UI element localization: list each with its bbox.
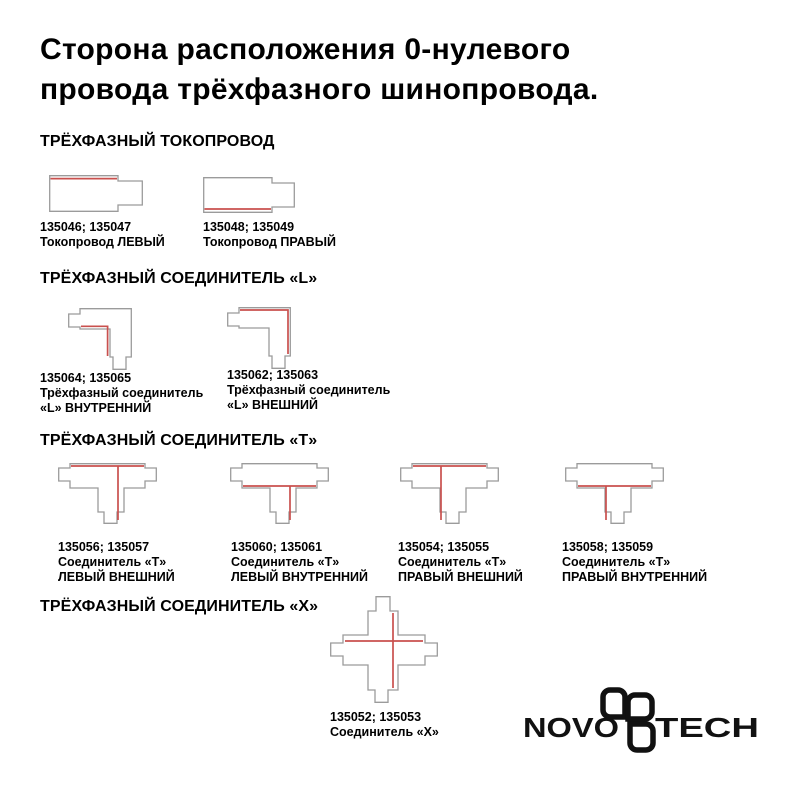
flower-petal-top-right xyxy=(628,695,652,719)
l-connector-inner-diagram xyxy=(68,308,132,370)
item-label-tokoprovod-right xyxy=(203,220,336,250)
item-label-t-left-inner xyxy=(231,540,368,585)
item-label-t-right-inner xyxy=(562,540,707,585)
item-name2: «L» ВНУТРЕННИЙ xyxy=(40,401,152,415)
section-heading-tokoprovod: ТРЁХФАЗНЫЙ ТОКОПРОВОД xyxy=(40,133,275,150)
item-name: Соединитель «Т» xyxy=(231,555,340,569)
item-codes: 135046; 135047 xyxy=(40,220,132,234)
novotech-logo xyxy=(515,680,765,765)
logo-text-tech: TECH xyxy=(655,712,759,743)
connector-outline xyxy=(59,464,157,524)
item-label-t-left-outer xyxy=(58,540,175,585)
item-name: Соединитель «Х» xyxy=(330,725,439,739)
l-connector-outer-diagram xyxy=(227,307,291,369)
item-codes: 135060; 135061 xyxy=(231,540,323,554)
section-heading-l-connector: ТРЁХФАЗНЫЙ СОЕДИНИТЕЛЬ «L» xyxy=(40,270,318,287)
neutral-wire-line xyxy=(81,326,108,356)
item-label-l-outer xyxy=(227,368,390,413)
t-connector-right-inner-diagram xyxy=(565,463,665,524)
page-title xyxy=(40,30,599,110)
item-label-t-right-outer xyxy=(398,540,523,585)
item-name2: ЛЕВЫЙ ВНУТРЕННИЙ xyxy=(231,570,368,584)
item-name: Токопровод ПРАВЫЙ xyxy=(203,235,336,249)
item-codes: 135054; 135055 xyxy=(398,540,490,554)
tokoprovod-left-diagram xyxy=(49,175,143,212)
item-name: Соединитель «Т» xyxy=(562,555,671,569)
t-connector-right-outer-diagram xyxy=(400,463,500,524)
item-label-tokoprovod-left xyxy=(40,220,165,250)
item-name: Соединитель «Т» xyxy=(398,555,507,569)
section-heading-x-connector: ТРЁХФАЗНЫЙ СОЕДИНИТЕЛЬ «Х» xyxy=(40,598,319,615)
connector-outline xyxy=(69,309,132,370)
item-name: Трёхфазный соединитель xyxy=(227,383,391,397)
page-title-line2: провода трёхфазного шинопровода. xyxy=(40,73,599,106)
item-name: Соединитель «Т» xyxy=(58,555,167,569)
neutral-wire-line xyxy=(240,310,288,354)
item-name2: ПРАВЫЙ ВНЕШНИЙ xyxy=(398,570,523,584)
connector-outline xyxy=(50,176,143,212)
connector-outline xyxy=(401,464,499,524)
item-name2: «L» ВНЕШНИЙ xyxy=(227,398,318,412)
t-connector-left-inner-diagram xyxy=(230,463,330,524)
connector-outline xyxy=(228,308,291,369)
item-codes: 135056; 135057 xyxy=(58,540,150,554)
connector-outline xyxy=(566,464,664,524)
item-codes: 135052; 135053 xyxy=(330,710,422,724)
item-codes: 135058; 135059 xyxy=(562,540,654,554)
item-name: Трёхфазный соединитель xyxy=(40,386,204,400)
item-name: Токопровод ЛЕВЫЙ xyxy=(40,235,165,249)
item-codes: 135062; 135063 xyxy=(227,368,319,382)
item-codes: 135064; 135065 xyxy=(40,371,132,385)
page-title-line1: Сторона расположения 0-нулевого xyxy=(40,33,571,66)
item-label-x-connector xyxy=(330,710,439,740)
tokoprovod-right-diagram xyxy=(203,177,295,213)
item-name2: ПРАВЫЙ ВНУТРЕННИЙ xyxy=(562,570,708,584)
connector-outline xyxy=(204,178,295,213)
flower-petal-bottom-right xyxy=(630,724,653,750)
connector-outline xyxy=(331,597,438,703)
section-heading-t-connector: ТРЁХФАЗНЫЙ СОЕДИНИТЕЛЬ «Т» xyxy=(40,432,318,449)
connector-outline xyxy=(231,464,329,524)
item-codes: 135048; 135049 xyxy=(203,220,295,234)
t-connector-left-outer-diagram xyxy=(58,463,158,524)
item-name2: ЛЕВЫЙ ВНЕШНИЙ xyxy=(58,570,175,584)
x-connector-diagram xyxy=(330,596,438,703)
item-label-l-inner xyxy=(40,371,203,416)
logo-text-novo: NOVO xyxy=(523,712,619,743)
